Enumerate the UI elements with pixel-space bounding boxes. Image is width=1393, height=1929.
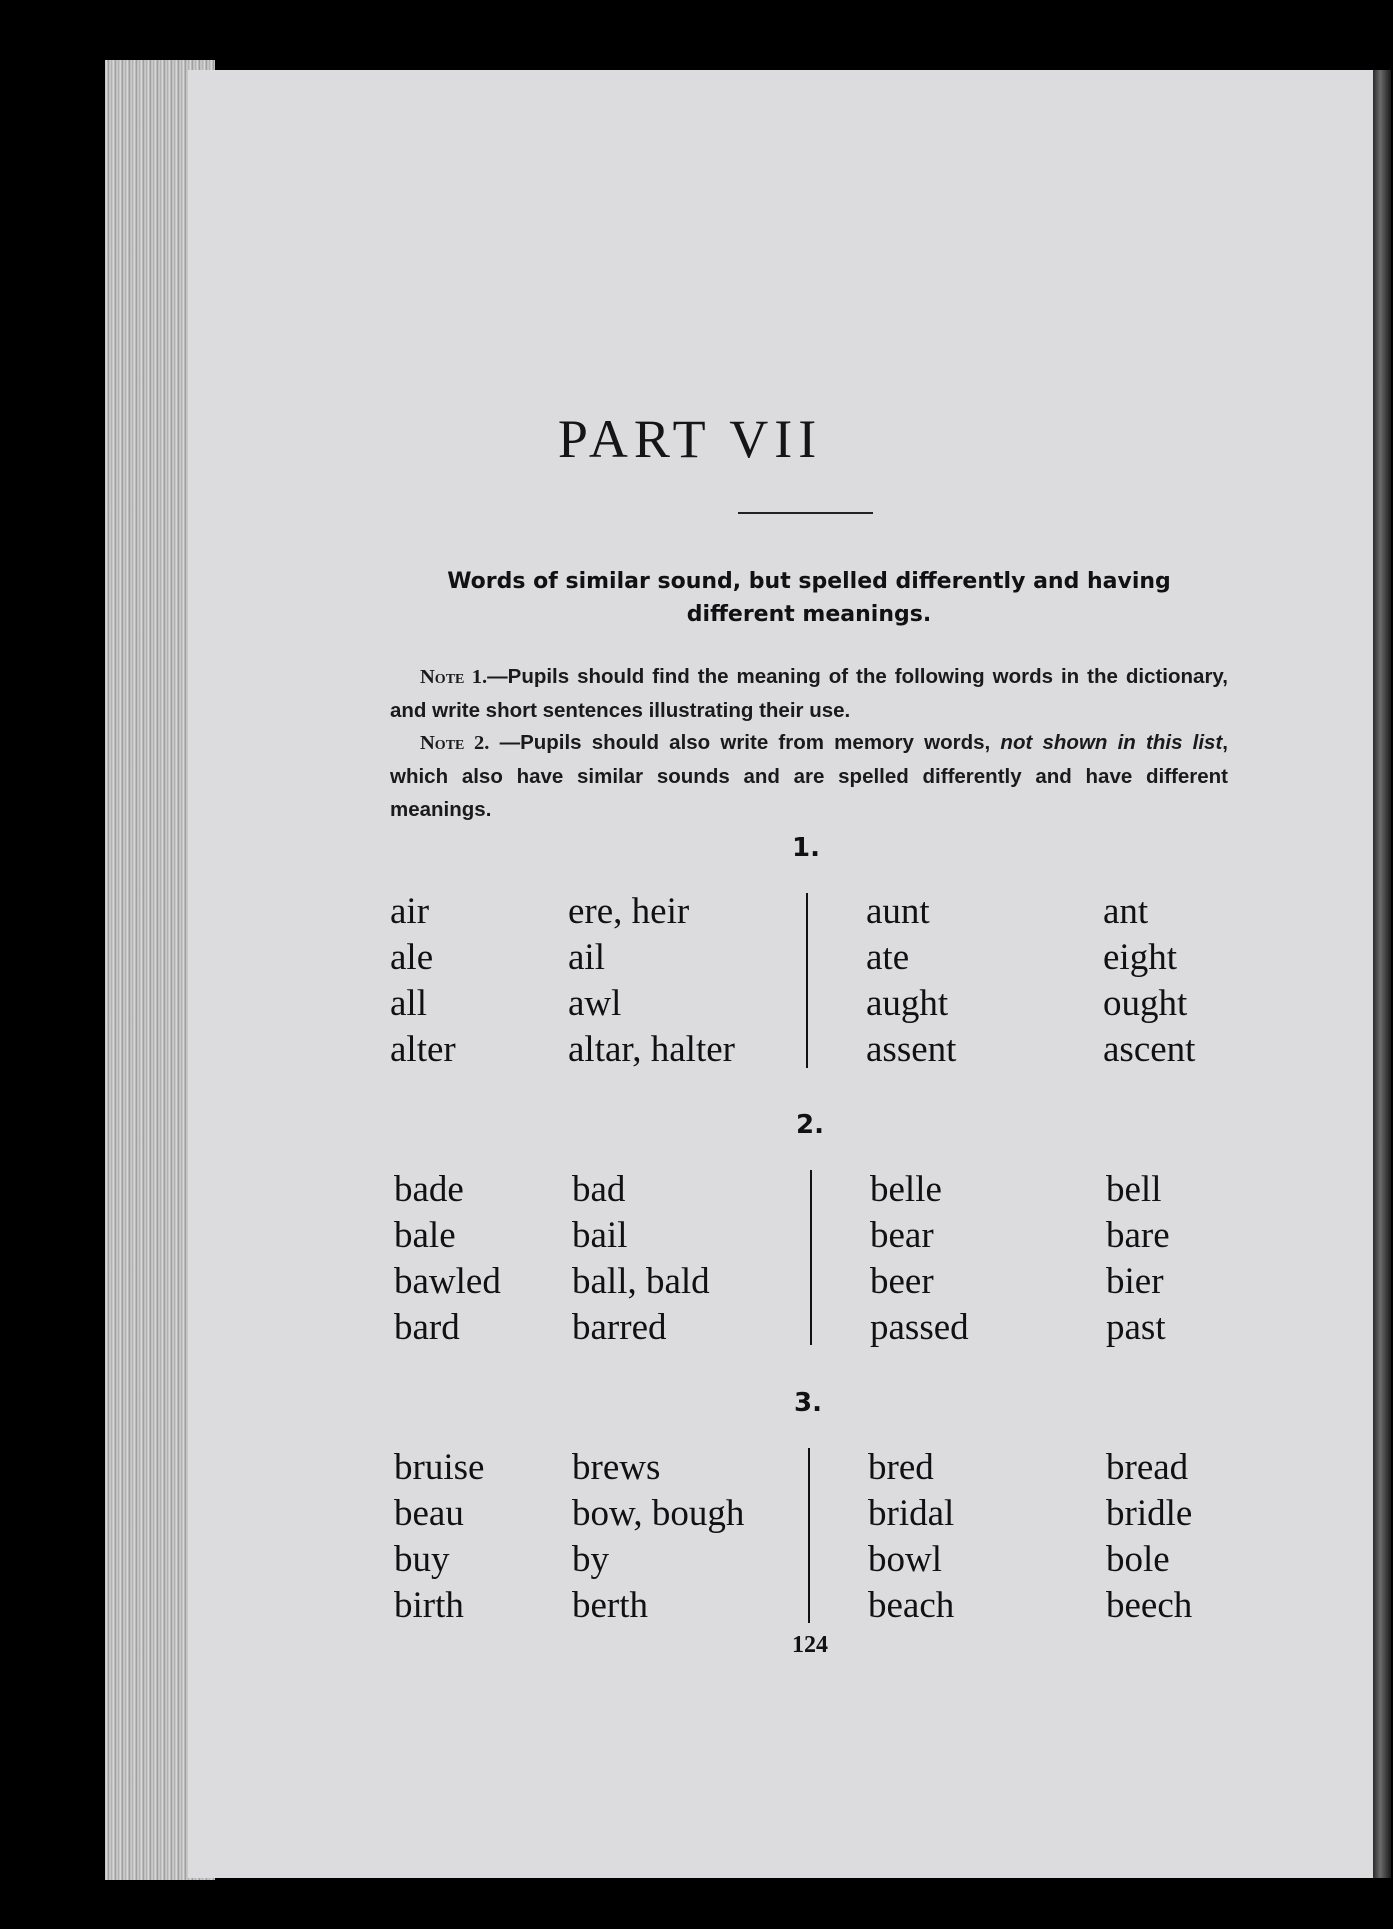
word-cell: bred xyxy=(868,1447,934,1488)
note-1 xyxy=(390,660,1228,727)
word-cell: bow, bough xyxy=(572,1493,745,1534)
part-title: PART VII xyxy=(557,409,823,469)
word-cell: buy xyxy=(394,1539,450,1580)
note-2-emphasis: not shown in this list xyxy=(1000,731,1223,754)
book-page xyxy=(188,70,1373,1878)
word-cell: birth xyxy=(394,1585,464,1626)
word-cell: aunt xyxy=(866,891,930,932)
word-cell: alter xyxy=(390,1029,456,1070)
book-spine-edge xyxy=(1373,70,1391,1878)
word-cell: altar, halter xyxy=(568,1029,735,1070)
word-cell: bridal xyxy=(868,1493,955,1534)
word-cell: brews xyxy=(572,1447,661,1488)
word-cell: bruise xyxy=(394,1447,485,1488)
word-cell: barred xyxy=(572,1307,667,1348)
word-cell: bier xyxy=(1106,1261,1164,1302)
word-cell: by xyxy=(572,1539,609,1580)
word-cell: all xyxy=(390,983,427,1024)
word-cell: ere, heir xyxy=(568,891,690,932)
word-cell: bare xyxy=(1106,1215,1170,1256)
word-cell: bread xyxy=(1106,1447,1189,1488)
note-2 xyxy=(390,726,1228,826)
word-cell: bell xyxy=(1106,1169,1162,1210)
note-2-text-after: , which also have similar sounds and are spelled differently and have different meanings. xyxy=(390,731,1228,821)
word-cell: bail xyxy=(572,1215,628,1256)
word-cell: bale xyxy=(394,1215,456,1256)
word-cell: bowl xyxy=(868,1539,942,1580)
word-cell: bad xyxy=(572,1169,626,1210)
word-cell: bard xyxy=(394,1307,460,1348)
word-cell: beach xyxy=(868,1585,955,1626)
word-cell: ant xyxy=(1103,891,1149,932)
column-divider xyxy=(806,893,808,1068)
section-heading: Words of similar sound, but spelled differently and having different meanings. xyxy=(447,569,1171,627)
note-1-label: Note 1. xyxy=(420,666,488,688)
section-number: 2. xyxy=(796,1110,824,1140)
title-rule xyxy=(738,512,873,514)
word-cell: bade xyxy=(394,1169,464,1210)
column-divider xyxy=(808,1448,810,1623)
word-cell: bridle xyxy=(1106,1493,1193,1534)
word-cell: past xyxy=(1106,1307,1166,1348)
note-1-text: —Pupils should find the meaning of the following words in the dictionary, and write short sentences illustrating their use. xyxy=(390,665,1228,722)
word-cell: berth xyxy=(572,1585,649,1626)
column-divider xyxy=(810,1170,812,1345)
word-cell: beau xyxy=(394,1493,464,1534)
note-2-label: Note 2. xyxy=(420,732,490,754)
word-cell: bole xyxy=(1106,1539,1170,1580)
word-cell: air xyxy=(390,891,430,932)
word-cell: ate xyxy=(866,937,910,978)
page-number: 124 xyxy=(792,1632,828,1658)
word-cell: awl xyxy=(568,983,622,1024)
word-cell: bear xyxy=(870,1215,934,1256)
word-cell: eight xyxy=(1103,937,1177,978)
section-number: 1. xyxy=(792,833,820,863)
word-cell: belle xyxy=(870,1169,942,1210)
word-cell: ascent xyxy=(1103,1029,1196,1070)
word-cell: ail xyxy=(568,937,605,978)
word-cell: passed xyxy=(870,1307,969,1348)
section-number: 3. xyxy=(794,1388,822,1418)
word-cell: beech xyxy=(1106,1585,1193,1626)
word-cell: ball, bald xyxy=(572,1261,710,1302)
word-cell: beer xyxy=(870,1261,934,1302)
word-cell: ale xyxy=(390,937,434,978)
word-cell: bawled xyxy=(394,1261,501,1302)
word-cell: ought xyxy=(1103,983,1188,1024)
word-cell: assent xyxy=(866,1029,957,1070)
note-2-text-before: —Pupils should also write from memory words, xyxy=(489,731,1001,754)
word-cell: aught xyxy=(866,983,949,1024)
